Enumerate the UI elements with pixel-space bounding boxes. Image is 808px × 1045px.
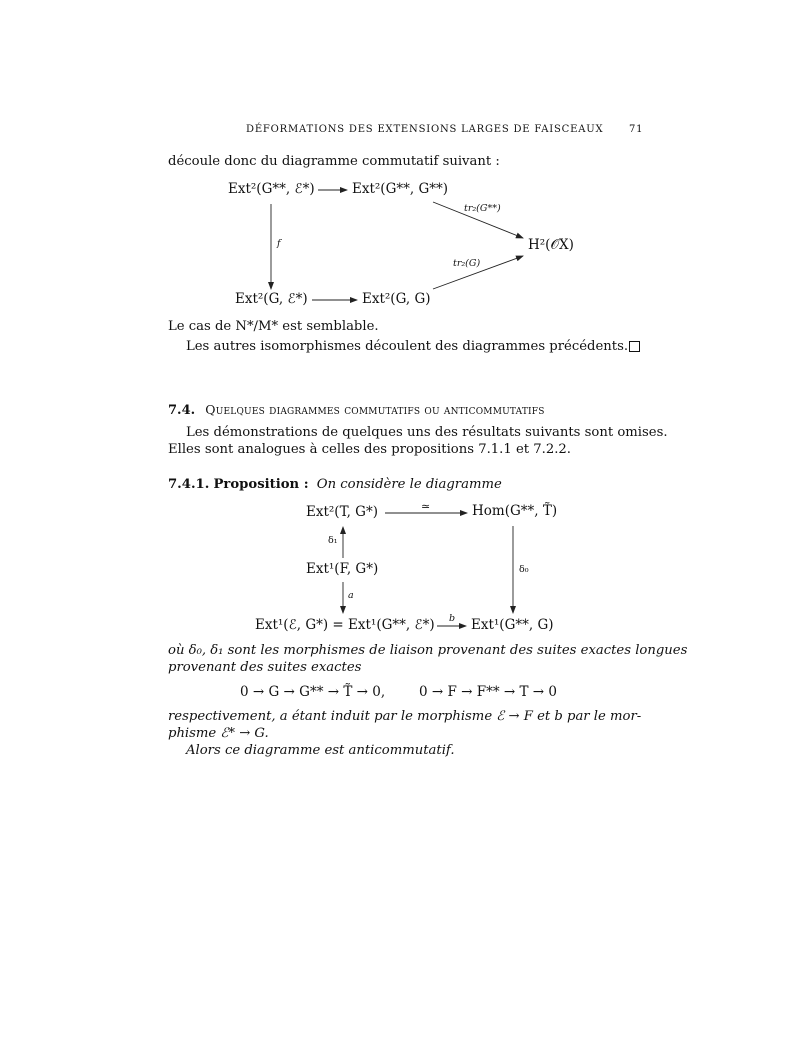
section-text-line2: Elles sont analogues à celles des propositions 7.1.1 et 7.2.2.	[168, 442, 571, 457]
d1-label-tr-top: tr₂(G**)	[464, 203, 501, 214]
d1-top-left: Ext²(G**, ℰ*)	[228, 181, 315, 197]
d2-label-b: b	[449, 613, 456, 624]
d1-target: H²(𝒪X)	[528, 237, 574, 253]
intro-text: découle donc du diagramme commutatif suivant :	[168, 154, 500, 169]
d2-bottom-left: Ext¹(ℰ, G*) = Ext¹(G**, ℰ*)	[255, 617, 435, 633]
page-number: 71	[629, 124, 644, 135]
qed-square	[629, 341, 640, 352]
proposition-keyword: Proposition :	[213, 477, 309, 492]
section-number: 7.4.	[168, 403, 196, 418]
d2-bottom-right: Ext¹(G**, G)	[471, 617, 554, 633]
after-diagram-line2: provenant des suites exactes	[168, 660, 362, 675]
d2-label-delta0: δ₀	[519, 564, 529, 575]
d1-top-right: Ext²(G**, G**)	[352, 181, 448, 197]
proposition-number: 7.4.1.	[168, 477, 210, 492]
d2-top-left: Ext²(T, G*)	[306, 504, 378, 520]
section-heading	[168, 402, 545, 418]
paragraph-isomorphisms: Les autres isomorphismes découlent des diagrammes précédents.	[186, 339, 629, 354]
d2-top-right: Hom(G**, T̃)	[472, 503, 558, 519]
respectively-line2: phisme ℰ* → G.	[168, 726, 269, 741]
paragraph-n-m: Le cas de N*/M* est semblable.	[168, 319, 379, 334]
proposition-heading	[168, 477, 502, 492]
d1-bottom-right: Ext²(G, G)	[362, 291, 431, 307]
running-title: DÉFORMATIONS DES EXTENSIONS LARGES DE FAISCEAUX	[246, 124, 604, 135]
exact-sequence-1: 0 → G → G** → T̃ → 0,	[240, 684, 386, 700]
d2-label-a: a	[348, 590, 354, 601]
after-diagram-line1: où δ₀, δ₁ sont les morphismes de liaison provenant des suites exactes longues	[168, 643, 688, 658]
d1-label-f: f	[277, 238, 281, 249]
d1-bottom-left: Ext²(G, ℰ*)	[235, 291, 308, 307]
d2-middle-left: Ext¹(F, G*)	[306, 561, 379, 577]
section-text-line1: Les démonstrations de quelques uns des résultats suivants sont omises.	[186, 425, 668, 440]
exact-sequence-2: 0 → F → F** → T → 0	[419, 684, 557, 700]
d1-label-tr-bottom: tr₂(G)	[453, 258, 481, 269]
d2-label-iso: ≃	[421, 500, 431, 513]
section-title: Quelques diagrammes commutatifs ou anticommutatifs	[205, 402, 545, 417]
d2-label-delta1: δ₁	[328, 535, 338, 546]
respectively-line1: respectivement, a étant induit par le morphisme ℰ → F et b par le mor-	[168, 709, 642, 724]
conclusion-text: Alors ce diagramme est anticommutatif.	[186, 743, 455, 758]
proposition-statement: On considère le diagramme	[316, 477, 502, 492]
